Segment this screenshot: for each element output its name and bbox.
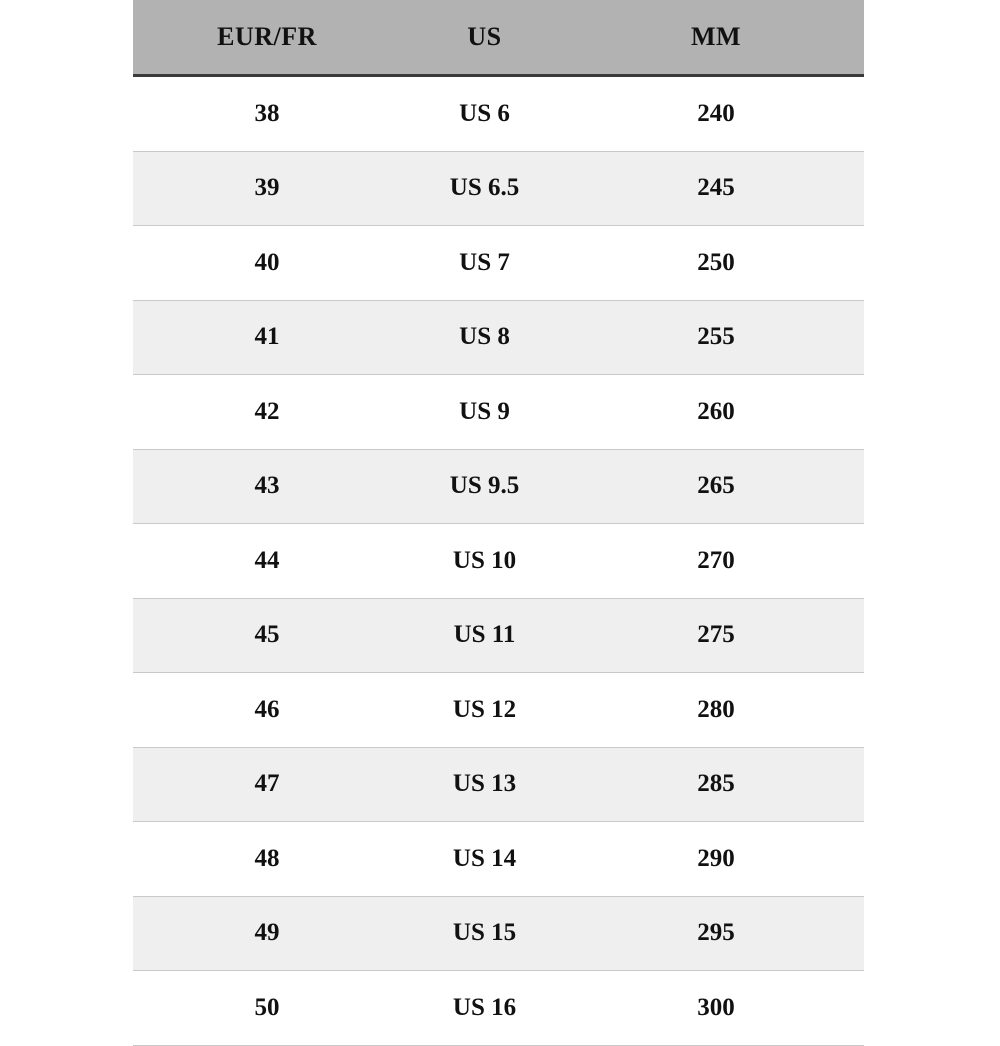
- table-row: [133, 375, 864, 450]
- cell-eur-fr: 44: [133, 524, 401, 599]
- cell-eur-fr: 49: [133, 896, 401, 971]
- table-row: [133, 598, 864, 673]
- cell-mm: 255: [568, 300, 864, 375]
- table-row: [133, 300, 864, 375]
- cell-us: US 9.5: [401, 449, 568, 524]
- column-header-eur-fr: EUR/FR: [133, 0, 401, 76]
- cell-us: US 14: [401, 822, 568, 897]
- cell-us: US 6.5: [401, 151, 568, 226]
- cell-eur-fr: 40: [133, 226, 401, 301]
- table-row: [133, 524, 864, 599]
- cell-mm: 280: [568, 673, 864, 748]
- table-row: [133, 673, 864, 748]
- cell-us: US 15: [401, 896, 568, 971]
- table-row: [133, 822, 864, 897]
- cell-eur-fr: 39: [133, 151, 401, 226]
- table-body: [133, 76, 864, 1046]
- table-row: [133, 226, 864, 301]
- cell-us: US 9: [401, 375, 568, 450]
- cell-mm: 260: [568, 375, 864, 450]
- column-header-us: US: [401, 0, 568, 76]
- cell-us: US 11: [401, 598, 568, 673]
- cell-mm: 250: [568, 226, 864, 301]
- cell-us: US 7: [401, 226, 568, 301]
- cell-eur-fr: 43: [133, 449, 401, 524]
- cell-eur-fr: 38: [133, 76, 401, 152]
- table-row: [133, 76, 864, 152]
- cell-mm: 300: [568, 971, 864, 1046]
- table-row: [133, 747, 864, 822]
- table-row: [133, 971, 864, 1046]
- cell-eur-fr: 46: [133, 673, 401, 748]
- cell-us: US 10: [401, 524, 568, 599]
- cell-mm: 295: [568, 896, 864, 971]
- table-row: [133, 896, 864, 971]
- cell-us: US 8: [401, 300, 568, 375]
- table-row: [133, 151, 864, 226]
- table-header-row: [133, 0, 864, 76]
- cell-eur-fr: 48: [133, 822, 401, 897]
- cell-us: US 12: [401, 673, 568, 748]
- cell-mm: 290: [568, 822, 864, 897]
- cell-mm: 275: [568, 598, 864, 673]
- cell-us: US 13: [401, 747, 568, 822]
- cell-mm: 270: [568, 524, 864, 599]
- cell-mm: 285: [568, 747, 864, 822]
- cell-mm: 265: [568, 449, 864, 524]
- cell-eur-fr: 50: [133, 971, 401, 1046]
- cell-mm: 245: [568, 151, 864, 226]
- cell-mm: 240: [568, 76, 864, 152]
- cell-us: US 6: [401, 76, 568, 152]
- cell-us: US 16: [401, 971, 568, 1046]
- cell-eur-fr: 47: [133, 747, 401, 822]
- cell-eur-fr: 45: [133, 598, 401, 673]
- table-header: [133, 0, 864, 76]
- table-row: [133, 449, 864, 524]
- cell-eur-fr: 41: [133, 300, 401, 375]
- cell-eur-fr: 42: [133, 375, 401, 450]
- size-conversion-table: [133, 0, 864, 1046]
- column-header-mm: MM: [568, 0, 864, 76]
